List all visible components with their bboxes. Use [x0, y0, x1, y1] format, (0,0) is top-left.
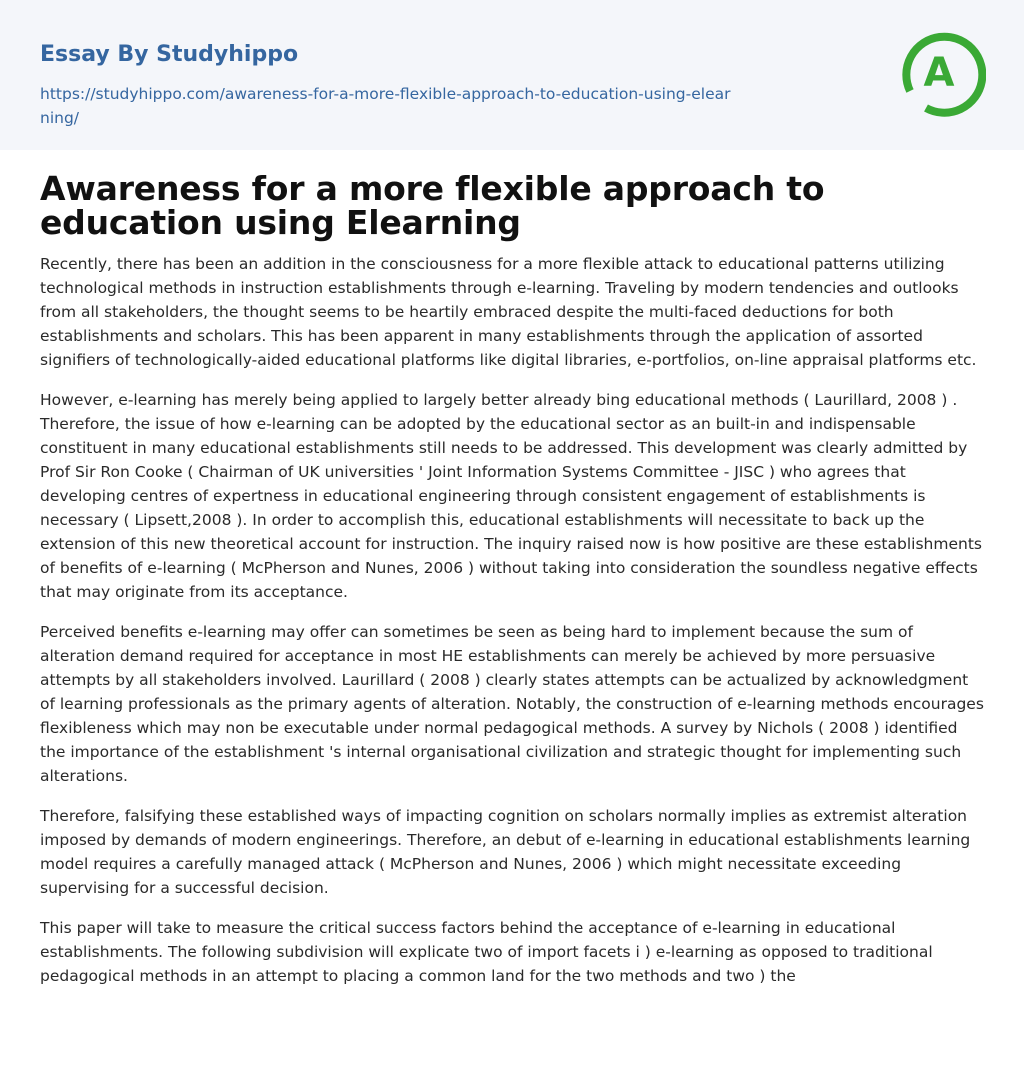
article-paragraph-1: Recently, there has been an addition in the consciousness for a more flexible attack to educational patterns utilizing technological methods in instruction establishments through e-learning. Traveling by modern tendencies and outlooks from all stakeholders, the thought seems to be heartily embraced despite the multi-faced deductions for both establishments and scholars. This has been apparent in many establishments through the application of assorted signifiers of technologically-aided educational platforms like digital libraries, e-portfolios, on-line appraisal platforms etc.: [40, 255, 977, 369]
article-paragraph-5: This paper will take to measure the critical success factors behind the acceptance of e-learning in educational establishments. The following subdivision will explicate two of import facets i ) e-learning as opposed to traditional pedagogical methods in an attempt to placing a common land for the two methods and two ) the: [40, 919, 933, 985]
brand-name: Essay By Studyhippo: [40, 42, 299, 67]
logo-letter: A: [923, 50, 955, 96]
site-header: [0, 0, 1024, 150]
article: [0, 150, 1024, 988]
article-paragraph-3: Perceived benefits e-learning may offer can sometimes be seen as being hard to implement because the sum of alteration demand required for acceptance in most HE establishments can merely be achieved by more persuasive attempts by all stakeholders involved. Laurillard ( 2008 ) clearly states attempts can be actualized by acknowledgment of learning professionals as the primary agents of alteration. Notably, the construction of e-learning methods encourages flexibleness which may non be executable under normal pedagogical methods. A survey by Nichols ( 2008 ) identified the importance of the establishment 's internal organisational civilization and strategic thought for implementing such alterations.: [40, 623, 984, 785]
article-paragraph-2: However, e-learning has merely being applied to largely better already bing educational methods ( Laurillard, 2008 ) . Therefore, the issue of how e-learning can be adopted by the educational sector as an built-in and indispensable constituent in many educational establishments still needs to be addressed. This development was clearly admitted by Prof Sir Ron Cooke ( Chairman of UK universities ' Joint Information Systems Committee - JISC ) who agrees that developing centres of expertness in educational engineering through consistent engagement of establishments is necessary ( Lipsett,2008 ). In order to accomplish this, educational establishments will necessitate to back up the extension of this new theoretical account for instruction. The inquiry raised now is how positive are these establishments of benefits of e-learning ( McPherson and Nunes, 2006 ) without taking into consideration the soundless negative effects that may originate from its acceptance.: [40, 391, 982, 601]
source-link[interactable]: https://studyhippo.com/awareness-for-a-more-flexible-approach-to-education-using-elearning/: [40, 85, 731, 127]
article-paragraph-4: Therefore, falsifying these established ways of impacting cognition on scholars normally implies as extremist alteration imposed by demands of modern engineerings. Therefore, an debut of e-learning in educational establishments learning model requires a carefully managed attack ( McPherson and Nunes, 2006 ) which might necessitate exceeding supervising for a successful decision.: [40, 807, 971, 897]
studyhippo-logo-icon[interactable]: [898, 29, 986, 117]
article-title: Awareness for a more flexible approach to education using Elearning: [40, 169, 825, 242]
